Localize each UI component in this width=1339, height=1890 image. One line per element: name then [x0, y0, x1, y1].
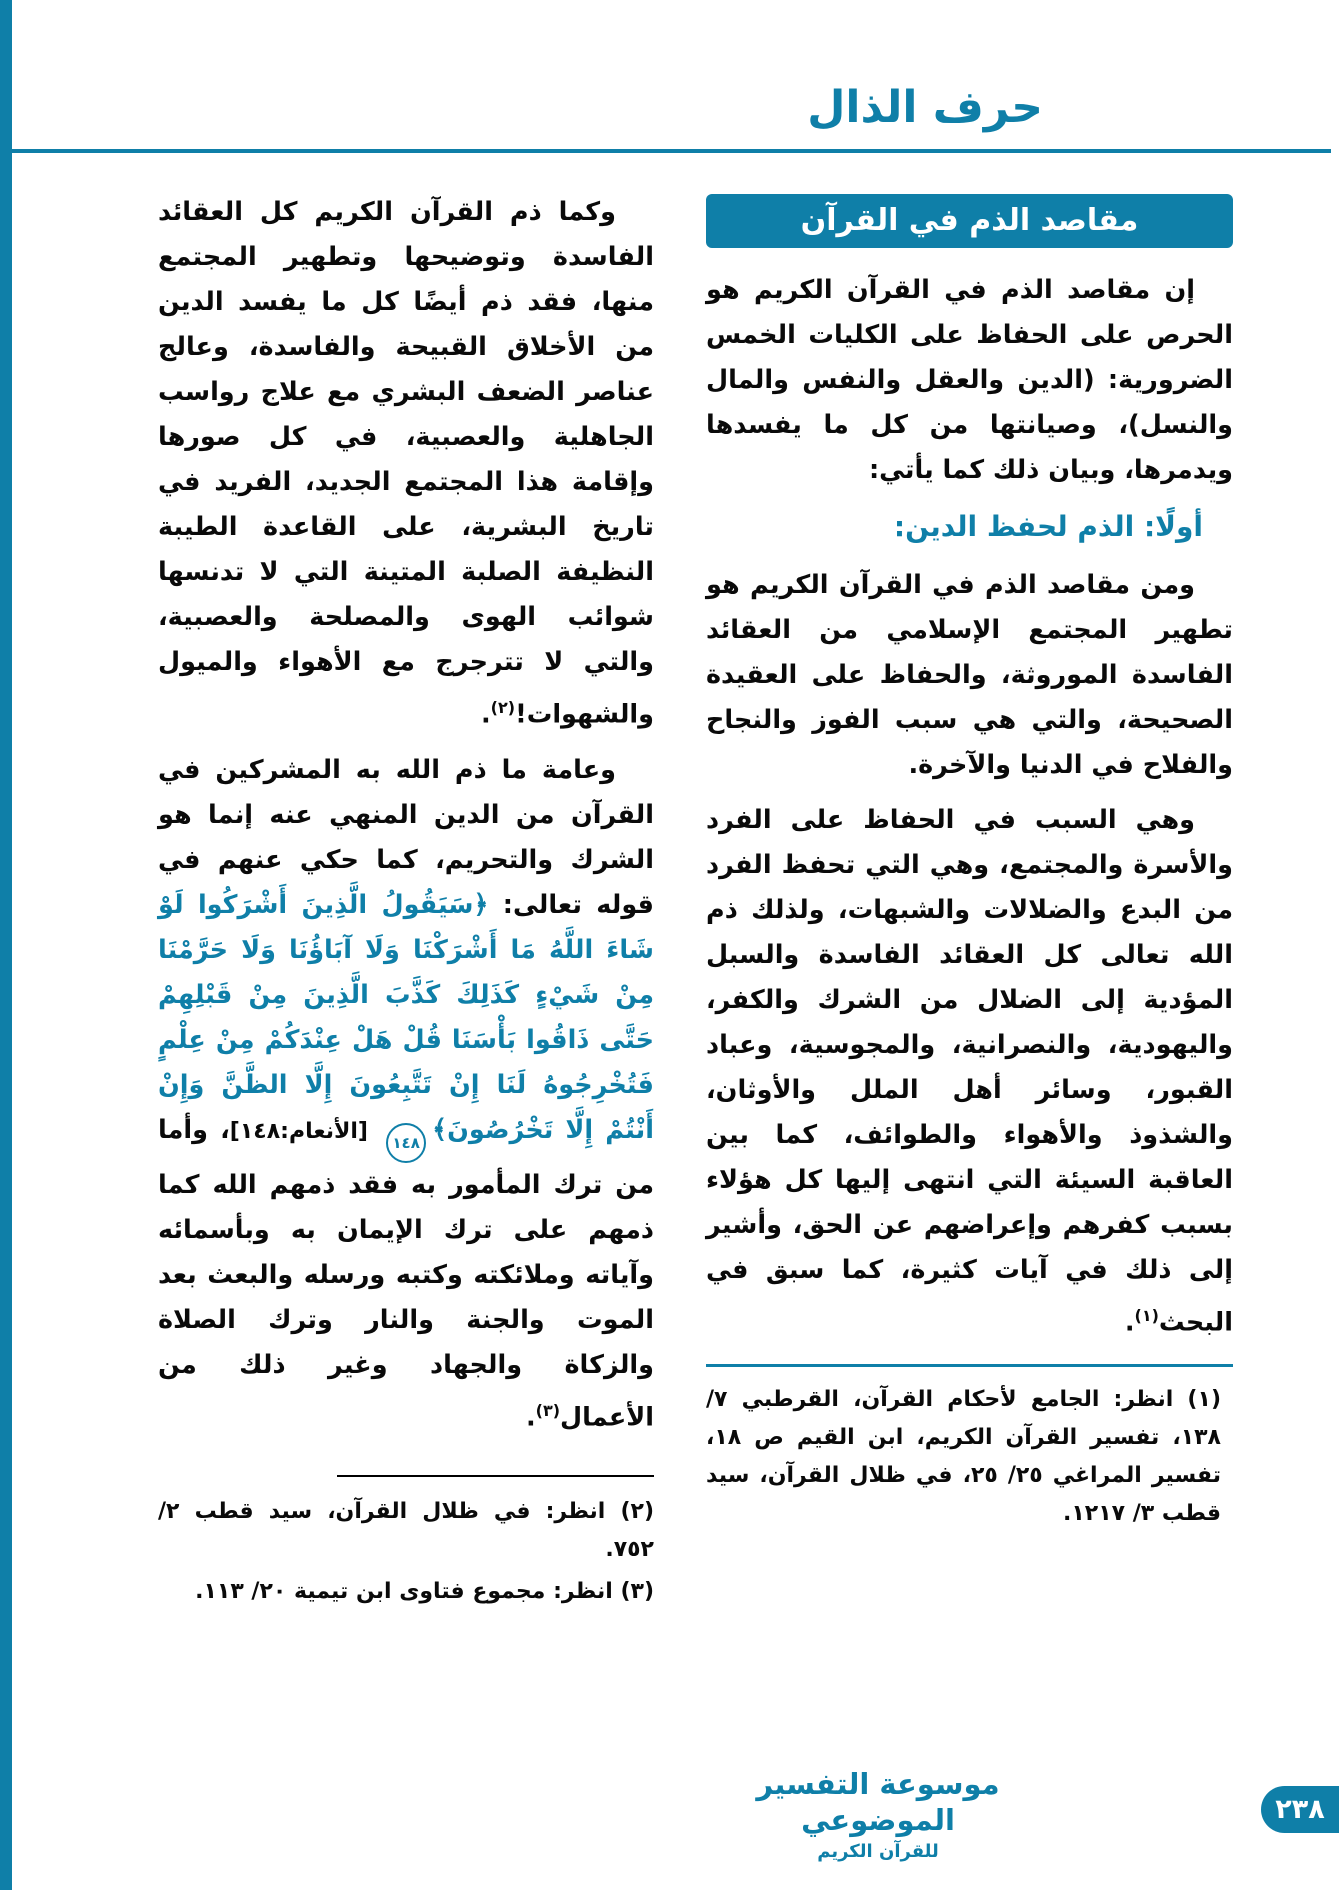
- page-number-badge: [1261, 1786, 1339, 1833]
- paragraph-tail: .: [525, 1402, 536, 1433]
- paragraph-intent: إن مقاصد الذم في القرآن الكريم هو الحرص على الحفاظ على الكليات الخمس الضرورية: (الدين والعقل والنفس والمال والنسل)، وصيانتها من كل ما يفسدها ويدمرها، وبيان ذلك كما يأتي:: [706, 275, 1233, 485]
- paragraph-text: وهي السبب في الحفاظ على الفرد والأسرة والمجتمع، وهي التي تحفظ الفرد من البدع والضلالات والشبهات، ولذلك ذم الله تعالى كل العقائد الفاسدة والسبل المؤدية إلى الضلال من الشرك والكفر، واليهودية، والنصرانية، والمجوسية، وعباد القبور، وسائر أهل الملل والأوثان، والشذوذ والأهواء والطوائف، كما بين العاقبة السيئة التي انتهى إليها كل هؤلاء بسبب كفرهم وإعراضهم عن الحق، وأشير إلى ذلك في آيات كثيرة، كما سبق في البحث: [706, 805, 1233, 1338]
- footnote-3: (٣) انظر: مجموع فتاوى ابن تيمية ٢٠/ ١١٣.: [195, 1579, 654, 1604]
- publisher-logo: [753, 1766, 1003, 1864]
- quran-verse: ﴿سَيَقُولُ الَّذِينَ أَشْرَكُوا لَوْ شَاءَ اللَّهُ مَا أَشْرَكْنَا وَلَا آبَاؤُنَا وَلَا حَرَّمْنَا مِنْ شَيْءٍ كَذَلِكَ كَذَّبَ الَّذِينَ مِنْ قَبْلِهِمْ حَتَّى ذَاقُوا بَأْسَنَا قُلْ هَلْ عِنْدَكُمْ مِنْ عِلْمٍ فَتُخْرِجُوهُ لَنَا إِنْ تَتَّبِعُونَ إِلَّا الظَّنَّ وَإِنْ أَنْتُمْ إِلَّا تَخْرُصُونَ﴾: [158, 889, 654, 1145]
- section-title: مقاصد الذم في القرآن: [800, 203, 1139, 238]
- paragraph-morals: [158, 190, 654, 738]
- chapter-header: حرف الذال: [807, 82, 1043, 133]
- left-column: [158, 190, 654, 1615]
- page-number: ٢٣٨: [1275, 1794, 1325, 1825]
- subheading-first: أولًا: الذم لحفظ الدين:: [893, 510, 1203, 543]
- footnote-separator-left: [337, 1475, 654, 1478]
- paragraph-text: وكما ذم القرآن الكريم كل العقائد الفاسدة وتوضيحها وتطهير المجتمع منها، فقد ذم أيضًا كل ما يفسد الدين من الأخلاق القبيحة والفاسدة، وعالج عناصر الضعف البشري مع علاج رواسب الجاهلية والعصبية، في كل صورها وإقامة هذا المجتمع الجديد، الفريد في تاريخ البشرية، على القاعدة الطيبة النظيفة الصلبة المتينة التي لا تدنسها شوائب الهوى والمصلحة والعصبية، والتي لا تترجرج مع الأهواء والميول والشهوات!: [158, 197, 654, 730]
- publisher-logo-subtitle: للقرآن الكريم: [817, 1841, 939, 1862]
- footnote-ref-1: (١): [1134, 1306, 1159, 1325]
- footnote-2: (٢) انظر: في ظلال القرآن، سيد قطب ٢/ ٧٥٢.: [158, 1499, 654, 1562]
- footnote-ref-3: (٣): [535, 1401, 561, 1420]
- verse-reference: [الأنعام:١٤٨]: [229, 1118, 368, 1144]
- paragraph-text: وعامة ما ذم الله به المشركين في القرآن من الدين المنهي عنه إنما هو الشرك والتحريم، كما حكي عنهم في قوله تعالى:: [158, 754, 654, 920]
- left-accent-bar: [0, 0, 12, 1890]
- content-columns: [158, 190, 1233, 1615]
- footnote-1: (١) انظر: الجامع لأحكام القرآن، القرطبي ٧/ ١٣٨، تفسير القرآن الكريم، ابن القيم ص ١٨، تفسير المراغي ٢٥/ ٢٥، في ظلال القرآن، سيد قطب ٣/ ١٢١٧.: [706, 1386, 1221, 1526]
- ayah-number-badge: ١٤٨: [386, 1123, 426, 1163]
- paragraph-reason: [706, 798, 1233, 1346]
- right-column: [706, 190, 1233, 1537]
- paragraph-with-verse: [158, 748, 654, 1441]
- header-divider: [10, 149, 1331, 153]
- paragraph-tail: .: [1124, 1307, 1135, 1338]
- publisher-logo-title: موسوعة التفسير الموضوعي: [756, 1767, 1000, 1837]
- section-title-box: [706, 194, 1233, 248]
- paragraph-text: ، وأما من ترك المأمور به فقد ذمهم الله كما ذمهم على ترك الإيمان به وبأسمائه وآياته وملائكته وكتبه ورسله والبعث بعد الموت والجنة والنار وترك الصلاة والزكاة والجهاد وغير ذلك من الأعمال: [158, 1114, 654, 1433]
- footnote-ref-2: (٢): [490, 698, 516, 717]
- paragraph-tail: .: [480, 699, 491, 730]
- paragraph-purpose: ومن مقاصد الذم في القرآن الكريم هو تطهير المجتمع الإسلامي من العقائد الفاسدة الموروثة، والحفاظ على العقيدة الصحيحة، والتي هي سبب الفوز والنجاح والفلاح في الدنيا والآخرة.: [706, 570, 1233, 780]
- footnote-separator-right: [706, 1364, 1233, 1367]
